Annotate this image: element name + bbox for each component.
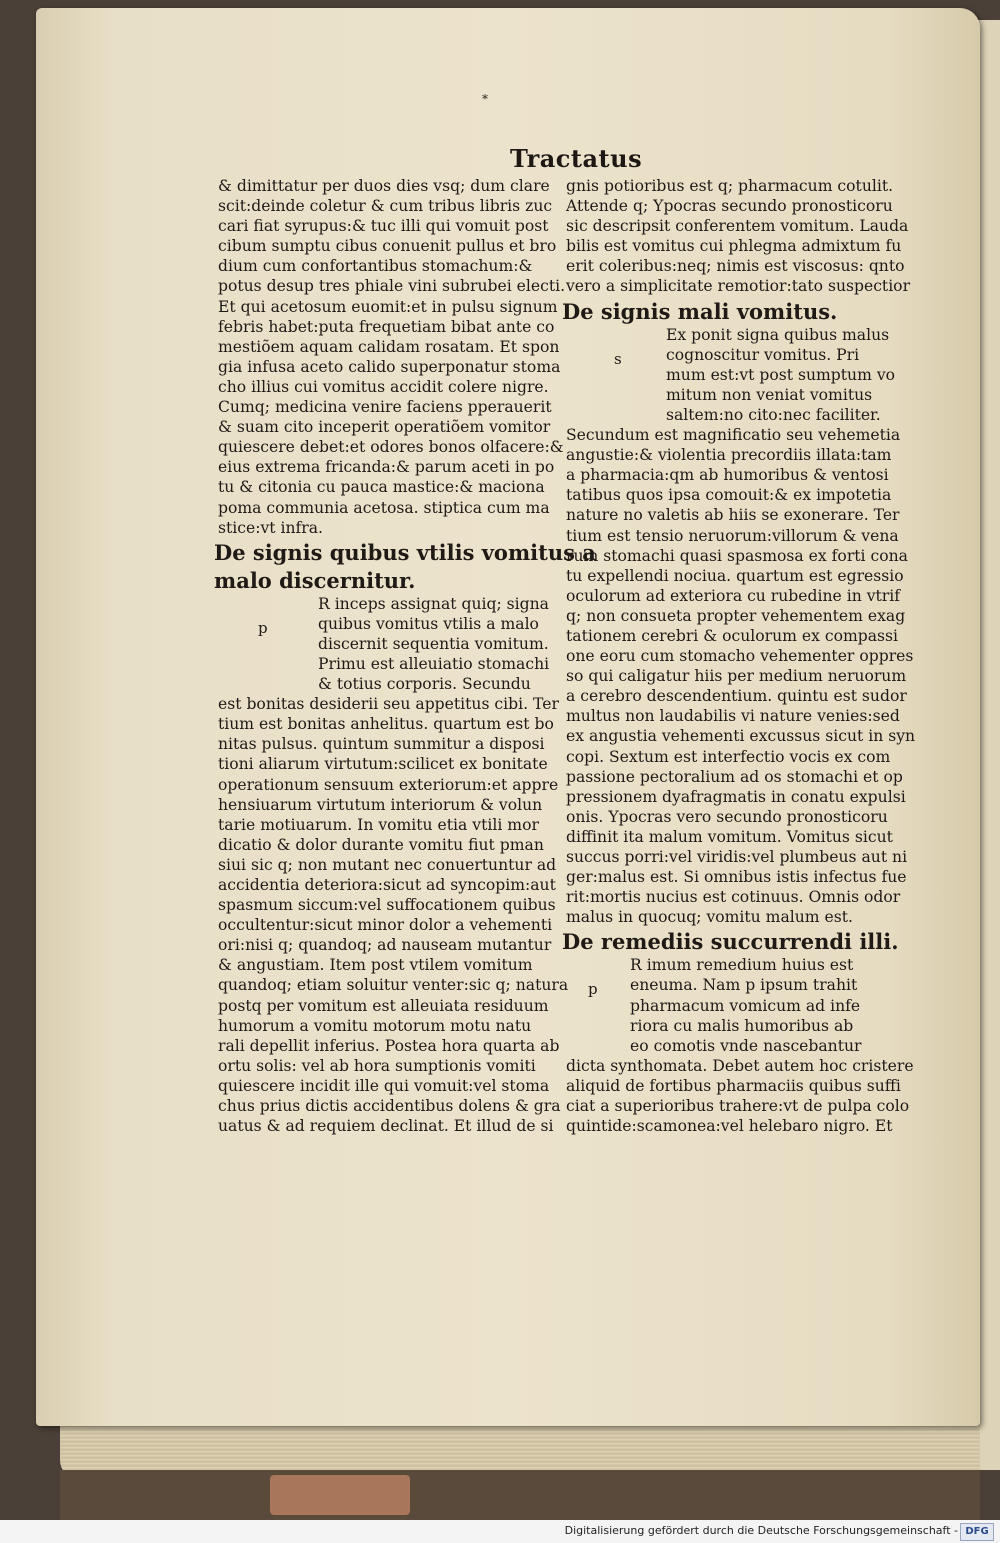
page-mark: * <box>482 92 488 106</box>
text-line: scit:deinde coletur & cum tribus libris zuc <box>218 197 553 216</box>
text-line: pharmacum vomicum ad infe <box>630 996 861 1015</box>
text-line: nature no valetis ab hiis se exonerare. Ter <box>566 506 900 525</box>
text-line: passione pectoralium ad os stomachi et op <box>566 767 903 786</box>
text-line: diffinit ita malum vomitum. Vomitus sicut <box>566 827 893 846</box>
text-line: malo discernitur. <box>214 567 416 593</box>
initial-block-3 <box>566 955 894 1055</box>
text-line: tatibus quos ipsa comouit:& ex impotetia <box>566 486 892 505</box>
facing-page-edge <box>978 20 1000 1470</box>
text-line: potus desup tres phiale vini subrubei electi. <box>218 277 566 296</box>
text-line: cho illius cui vomitus accidit colere nigre. <box>218 377 549 396</box>
text-line: accidentia deteriora:sicut ad syncopim:aut <box>218 876 556 894</box>
text-line: ex angustia vehementi excussus sicut in syn <box>566 727 916 746</box>
text-line: R inceps assignat quiq; signa <box>318 594 549 613</box>
text-line: one eoru cum stomacho vehementer oppres <box>566 647 914 666</box>
text-line: humorum a vomitu motorum motu natu <box>218 1016 532 1035</box>
text-line: tioni aliarum virtutum:scilicet ex bonitate <box>218 755 548 774</box>
left-paragraph-a <box>218 176 566 538</box>
text-line: discernit sequentia vomitum. <box>318 634 549 653</box>
text-line: Ex ponit signa quibus malus <box>666 325 890 344</box>
text-line: ciat a superioribus trahere:vt de pulpa colo <box>566 1097 910 1116</box>
ribbon-tab <box>270 1475 410 1515</box>
text-line: est bonitas desiderii seu appetitus cibi. Ter <box>218 695 559 714</box>
indented-lines <box>218 594 550 694</box>
text-line: gia infusa aceto calido superponatur stoma <box>218 357 561 376</box>
text-line: postq per vomitum est alleuiata residuum <box>218 996 549 1015</box>
text-line: angustie:& violentia precordiis illata:tam <box>566 446 892 465</box>
text-line: tium est bonitas anhelitus. quartum est bo <box>218 715 554 734</box>
footer-credit: Digitalisierung gefördert durch die Deutsche Forschungsgemeinschaft - <box>564 1524 958 1537</box>
guide-letter: s <box>614 349 622 368</box>
text-line: quandoq; etiam soluitur venter:sic q; natura <box>218 976 569 995</box>
text-line: ortu solis: vel ab hora sumptionis vomiti <box>218 1056 536 1075</box>
text-line: eo comotis vnde nascebantur <box>630 1036 862 1055</box>
text-line: vero a simplicitate remotior:tato suspectior <box>566 277 911 296</box>
text-line: saltem:no cito:nec faciliter. <box>666 405 881 424</box>
text-line: & angustiam. Item post vtilem vomitum <box>218 956 533 975</box>
text-line: quiescere debet:et odores bonos olfacere:& <box>218 438 564 457</box>
text-line: tarie motiuarum. In vomitu etia vtili mor <box>218 815 539 834</box>
text-line: Et qui acetosum euomit:et in pulsu signum <box>218 297 558 316</box>
text-line: tu & citonia cu pauca mastice:& maciona <box>218 478 545 497</box>
text-line: febris habet:puta frequetiam bibat ante co <box>218 317 555 336</box>
text-line: eius extrema fricanda:& parum aceti in po <box>218 458 555 477</box>
text-line: rit:mortis nucius est cotinuus. Omnis odor <box>566 888 901 907</box>
text-line: dicta synthomata. Debet autem hoc cristere <box>566 1056 914 1075</box>
text-line: mestiõem aquam calidam rosatam. Et spon <box>218 337 560 356</box>
text-line: pressionem dyafragmatis in conatu expulsi <box>566 787 906 806</box>
text-line: cognoscitur vomitus. Pri <box>666 345 860 364</box>
text-line: Attende q; Ypocras secundo pronosticoru <box>566 197 893 216</box>
text-line: cibum sumptu cibus conuenit pullus et bro <box>218 237 557 256</box>
text-line: tu expellendi nociua. quartum est egressio <box>566 566 904 585</box>
text-line: multus non laudabilis vi nature venies:sed <box>566 707 900 726</box>
text-line: tationem cerebri & oculorum ex compassi <box>566 626 899 645</box>
text-line: operationum sensuum exteriorum:et appre <box>218 775 559 794</box>
text-line: a pharmacia:qm ab humoribus & ventosi <box>566 466 889 485</box>
text-line: & suam cito inceperit operatiõem vomitor <box>218 418 551 437</box>
footer-bar <box>0 1520 1000 1543</box>
text-line: sic descripsit conferentem vomitum. Lauda <box>566 217 909 236</box>
text-line: De signis quibus vtilis vomitus a <box>214 539 596 565</box>
text-line: stice:vt infra. <box>218 518 324 537</box>
text-line: aliquid de fortibus pharmaciis quibus suffi <box>566 1076 901 1095</box>
text-line: bilis est vomitus cui phlegma admixtum fu <box>566 237 902 256</box>
text-line: Primu est alleuiatio stomachi <box>318 654 550 673</box>
text-line: ger:malus est. Si omnibus istis infectus fue <box>566 868 907 887</box>
text-line: malus in quocuq; vomitu malum est. <box>566 908 853 927</box>
text-line: poma communia acetosa. stiptica cum ma <box>218 498 550 517</box>
text-line: mum est:vt post sumptum vo <box>666 365 896 384</box>
guide-letter: p <box>588 980 598 999</box>
indented-lines <box>566 325 894 425</box>
text-line: uatus & ad requiem declinat. Et illud de si <box>218 1117 554 1136</box>
text-line: rum stomachi quasi spasmosa ex forti cona <box>566 546 908 565</box>
text-line: hensiuarum virtutum interiorum & volun <box>218 795 543 814</box>
text-line: eneuma. Nam p ipsum trahit <box>630 976 858 995</box>
heading-signis-vtilis <box>214 539 596 594</box>
indented-lines <box>566 955 894 1055</box>
text-line: quintide:scamonea:vel helebaro nigro. Et <box>566 1117 893 1136</box>
left-paragraph-b <box>218 694 569 1136</box>
text-line: siui sic q; non mutant nec conuertuntur ad <box>218 855 557 874</box>
dfg-logo: DFG <box>960 1523 994 1541</box>
running-head: Tractatus <box>510 144 643 173</box>
guide-letter: p <box>258 618 268 637</box>
text-line: dium cum confortantibus stomachum:& <box>218 257 533 276</box>
text-line: Cumq; medicina venire faciens pperauerit <box>218 398 552 417</box>
text-line: chus prius dictis accidentibus dolens & gra <box>218 1097 561 1116</box>
text-line: oculorum ad exteriora cu rubedine in vtrif <box>566 586 900 605</box>
text-line: R imum remedium huius est <box>630 956 854 975</box>
text-line: spasmum siccum:vel suffocationem quibus <box>218 896 556 915</box>
text-line: quiescere incidit ille qui vomuit:vel stoma <box>218 1076 550 1095</box>
initial-block-2 <box>566 325 894 425</box>
text-line: rali depellit inferius. Postea hora quarta ab <box>218 1036 560 1055</box>
text-line: & totius corporis. Secundu <box>318 675 531 694</box>
text-line: occultentur:sicut minor dolor a vehementi <box>218 916 553 935</box>
heading-signis-mali: De signis mali vomitus. <box>562 298 838 324</box>
text-line: nitas pulsus. quintum summitur a disposi <box>218 735 545 754</box>
text-line: q; non consueta propter vehementem exag <box>566 606 906 625</box>
text-line: onis. Ypocras vero secundo pronosticoru <box>566 807 888 826</box>
text-line: dicatio & dolor durante vomitu fiut pman <box>218 835 544 854</box>
right-paragraph-a <box>566 176 911 297</box>
text-line: copi. Sextum est interfectio vocis ex com <box>566 747 891 766</box>
text-line: tium est tensio neruorum:villorum & vena <box>566 526 899 545</box>
right-column <box>562 176 916 1136</box>
text-line: cari fiat syrupus:& tuc illi qui vomuit post <box>218 217 549 236</box>
text-line: so qui caligatur hiis per medium neruorum <box>566 667 907 686</box>
text-line: a cerebro descendentium. quintu est sudor <box>566 687 907 706</box>
book-cover <box>60 1470 980 1520</box>
text-line: Secundum est magnificatio seu vehemetia <box>566 426 901 445</box>
text-line: succus porri:vel viridis:vel plumbeus aut ni <box>566 848 908 866</box>
text-line: riora cu malis humoribus ab <box>630 1016 854 1035</box>
initial-block-1 <box>218 594 550 694</box>
right-paragraph-c <box>566 1056 914 1136</box>
text-line: ori:nisi q; quandoq; ad nauseam mutantur <box>218 936 552 955</box>
heading-remediis: De remediis succurrendi illi. <box>562 929 899 955</box>
text-line: quibus vomitus vtilis a malo <box>318 614 539 633</box>
text-line: gnis potioribus est q; pharmacum cotulit. <box>566 177 894 195</box>
text-line: & dimittatur per duos dies vsq; dum clare <box>218 177 550 195</box>
right-paragraph-b <box>566 425 916 927</box>
left-column <box>214 176 596 1136</box>
text-line: mitum non veniat vomitus <box>666 385 873 404</box>
text-line: erit coleribus:neq; nimis est viscosus: qnto <box>566 257 905 276</box>
